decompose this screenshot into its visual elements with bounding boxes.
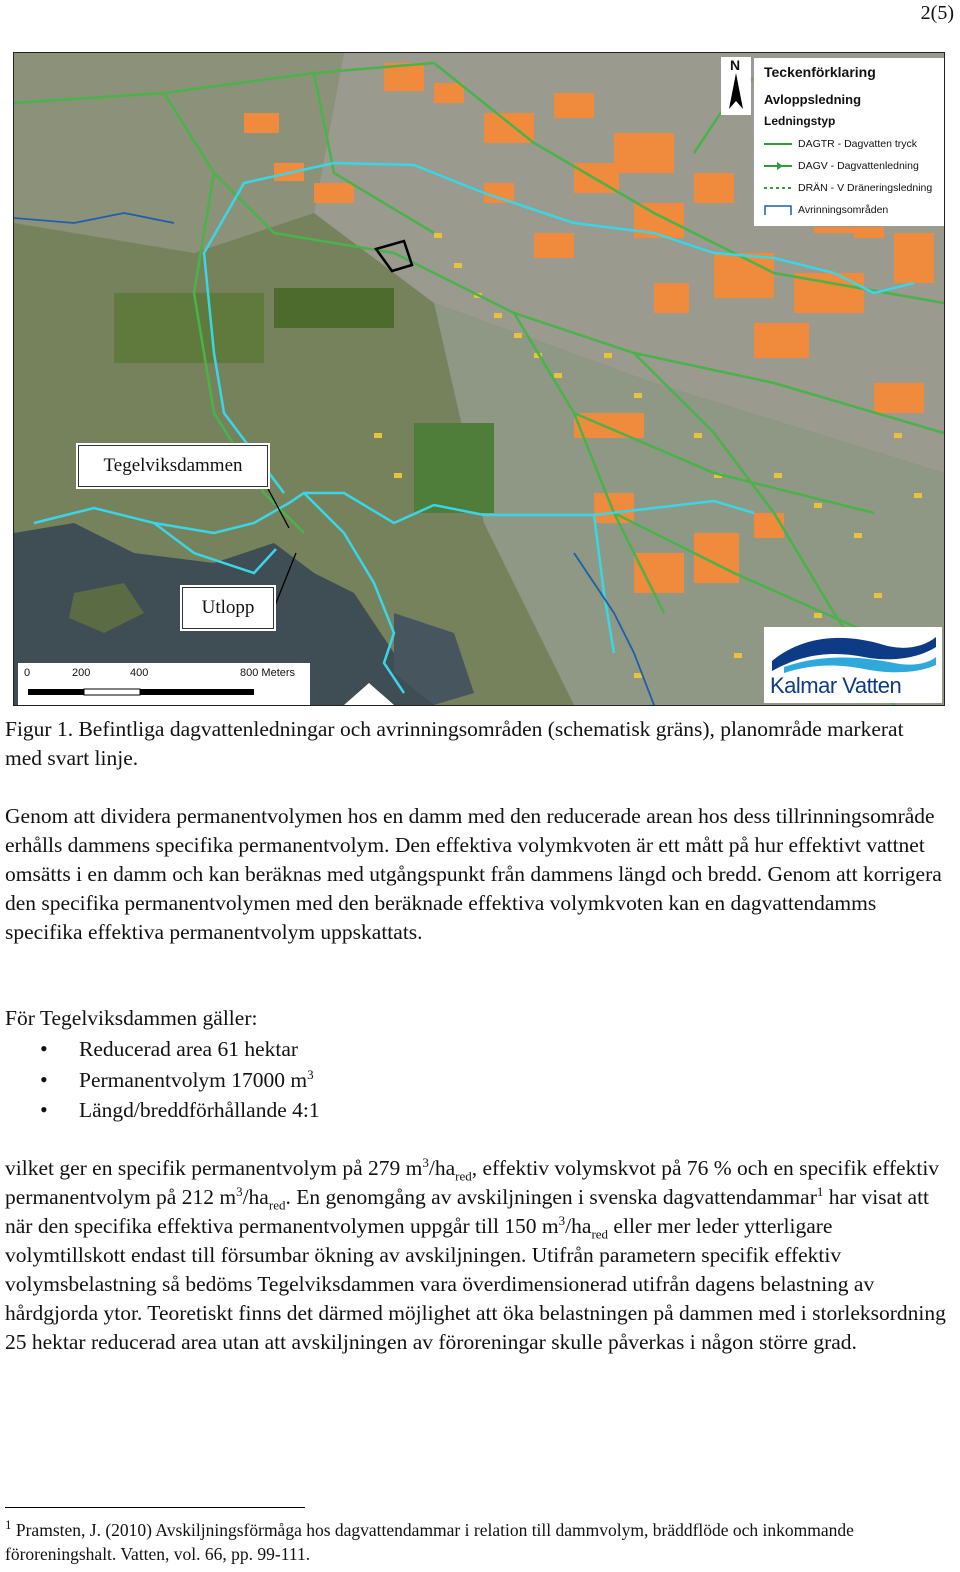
text-run: , effektiv volymskvot på 76 % och en specifik effektiv permanentvolym på 212 m	[5, 1156, 940, 1209]
footnote-number: 1	[5, 1517, 12, 1533]
legend-item-dagv	[764, 160, 919, 172]
north-arrow	[721, 57, 751, 115]
north-arrow-icon	[721, 57, 751, 115]
paragraph-1: Genom att dividera permanentvolymen hos en damm med den reducerade arean hos dess tillrinningsområde erhålls dammens specifika permanentvolym. Den effektiva volymkvoten är ett mått på hur effektivt vattnet omsätts i en damm och kan beräknas med utgångspunkt från dammens längd och bredd. Genom att korrigera den specifika permanentvolymen med den beräknade effektiva volymkvoten kan en dagvattendamms specifika effektiva permanentvolym uppskattats.	[5, 804, 942, 944]
superscript: 3	[422, 1154, 429, 1170]
wave-logo-icon	[764, 627, 942, 675]
paragraph-2	[5, 1154, 953, 1357]
text-run: /ha	[428, 1156, 456, 1180]
text-run: vilket ger en specifik permanentvolym på 279 m	[5, 1156, 423, 1180]
legend-label: Avrinningsområden	[798, 204, 889, 216]
legend-title: Teckenförklaring	[764, 64, 876, 80]
scale-tick: 400	[130, 667, 149, 679]
scale-tick: 200	[72, 667, 91, 679]
solid-line-icon	[764, 139, 792, 149]
list-item	[0, 1034, 320, 1065]
text-run: . En genomgång av avskiljningen i svenska dagvattendammar	[285, 1185, 817, 1209]
list-item	[0, 1065, 320, 1096]
subscript: red	[591, 1226, 609, 1242]
subscript: red	[455, 1168, 472, 1184]
superscript: 3	[558, 1212, 566, 1228]
text-run: eller mer leder ytterligare volymtillskott endast till försumbar ökning av avskiljningen. Utifrån parametern specifik effektiv volymsbelastning så bedöms Tegelviksdammen vara överdimensionerad utifrån dagens belastning av hårdgjorda ytor. Teoretiskt finns det därmed möjlighet att öka belastningen på dammen med i storleksordning 25 hektar reducerad area utan att avskiljningen av föroreningar skulle påverkas i någon större grad.	[5, 1214, 946, 1354]
callout-utlopp: Utlopp	[182, 587, 274, 629]
dashed-line-icon	[764, 183, 792, 193]
text-run: /ha	[242, 1185, 269, 1209]
catchment-box-icon	[764, 205, 792, 215]
text-run: har visat att när den specifika effektiva permanentvolymen uppgår till 150 m	[5, 1185, 930, 1238]
legend-label: DAGV - Dagvattenledning	[798, 160, 919, 172]
scale-tick: 0	[24, 667, 31, 679]
north-label: N	[730, 57, 741, 73]
scale-bar	[18, 663, 310, 705]
arrow-line-icon	[764, 161, 792, 171]
footnote-divider	[5, 1507, 305, 1508]
subscript: red	[268, 1197, 286, 1213]
map-figure	[13, 52, 945, 706]
callout-tegelviksdammen: Tegelviksdammen	[78, 445, 268, 487]
legend-item-avrinning	[764, 204, 888, 216]
kalmar-vatten-logo	[764, 627, 942, 703]
list-item	[0, 1095, 320, 1126]
footnote	[5, 1518, 955, 1566]
legend-label: DRÄN - V Dräneringsledning	[798, 182, 933, 194]
legend-item-dagtr	[764, 138, 917, 150]
scale-tick: 800 Meters	[240, 667, 296, 679]
footnote-text: Pramsten, J. (2010) Avskiljningsförmåga hos dagvattendammar i relation till dammvolym, bräddflöde och inkommande föroreningshalt. Vatten, vol. 66, pp. 99-111.	[5, 1520, 854, 1564]
footnote-ref[interactable]: 1	[816, 1183, 824, 1199]
superscript: 3	[307, 1066, 314, 1082]
list-item-text: Permanentvolym 17000 m	[79, 1067, 308, 1092]
figure-caption: Figur 1. Befintliga dagvattenledningar och avrinningsområden (schematisk gräns), planområde markerat med svart linje.	[5, 717, 904, 770]
logo-text: Kalmar Vatten	[770, 673, 902, 698]
text-run: /ha	[565, 1214, 592, 1238]
legend-label: DAGTR - Dagvatten tryck	[798, 138, 918, 150]
scale-bar-graphic	[18, 683, 310, 703]
list-item-text: Reducerad area 61 hektar	[79, 1037, 299, 1061]
list-item-text: Längd/breddförhållande 4:1	[79, 1098, 320, 1122]
bullet-intro: För Tegelviksdammen gäller:	[5, 1006, 258, 1030]
legend-item-dran	[764, 182, 932, 194]
map-legend	[753, 57, 945, 227]
bullet-list	[0, 1034, 320, 1126]
page-number: 2(5)	[920, 2, 954, 24]
superscript: 3	[236, 1183, 243, 1199]
legend-subtitle: Avloppsledning	[764, 92, 862, 107]
legend-subsubtitle: Ledningstyp	[764, 114, 836, 128]
